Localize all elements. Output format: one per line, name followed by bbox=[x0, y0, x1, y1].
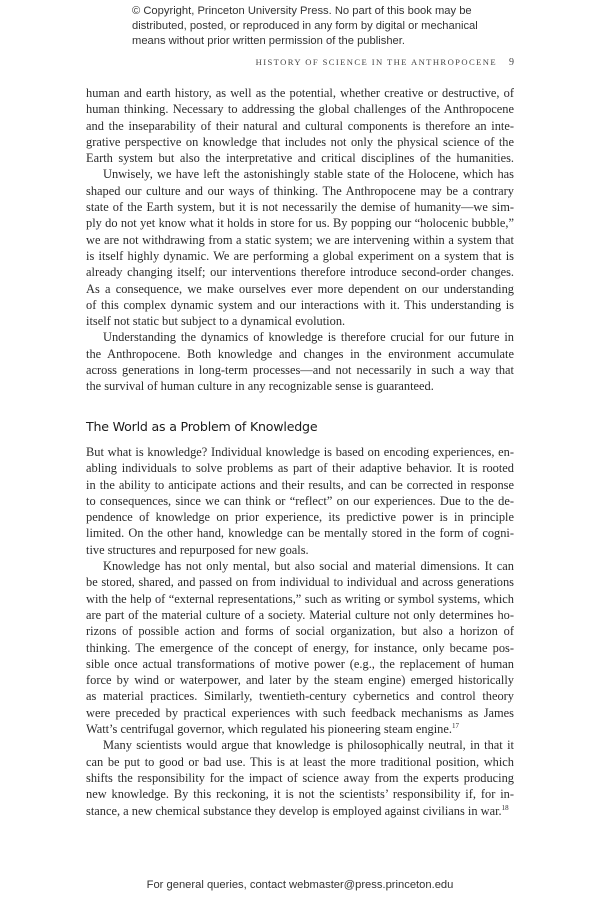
text-line: to consequences, since we can think or “reflect” on our experiences. Due to the de- bbox=[86, 493, 514, 508]
text-line: abling individuals to solve problems as part of their adaptive behavior. It is rooted bbox=[86, 461, 514, 476]
text-line: ply do not yet know what it holds in store for us. By popping our “holocenic bubble,” bbox=[86, 216, 514, 231]
text-line: shifts the responsibility for the impact of science away from the experts producing bbox=[86, 770, 514, 785]
text-line: the Anthropocene. Both knowledge and changes in the environment accumulate bbox=[86, 346, 514, 361]
text-line: human and earth history, as well as the potential, whether creative or destructive, of bbox=[86, 86, 514, 100]
paragraph-5 bbox=[86, 558, 514, 737]
text-line: human thinking. Necessary to addressing the global challenges of the Anthropocene bbox=[86, 102, 514, 117]
text-line-content: stance, a new chemical substance they develop is employed against civilians in war. bbox=[86, 803, 502, 818]
copyright-line: distributed, posted, or reproduced in any form by digital or mechanical bbox=[132, 20, 478, 32]
text-line: grative perspective on knowledge that includes not only the physical science of the bbox=[86, 134, 514, 149]
copyright-line: means without prior written permission of the publisher. bbox=[132, 35, 405, 47]
text-line: pendence of knowledge on prior experience, its predictive power is in principle bbox=[86, 510, 514, 525]
paragraph-6 bbox=[86, 737, 514, 818]
text-line: and the inseparability of their natural and cultural components is therefore an inte- bbox=[86, 118, 514, 133]
text-line: across generations in long-term processes—and not necessarily in such a way that bbox=[86, 363, 514, 378]
text-line: Earth system but also the interpretative and critical disciplines of the humanities. bbox=[86, 151, 514, 166]
text-line: we are not withdrawing from a static system; we are intervening within a system that bbox=[86, 232, 514, 247]
text-line bbox=[86, 803, 514, 819]
text-line: already changing itself; our interventions therefore introduce second-order changes. bbox=[86, 265, 514, 280]
text-line: As a consequence, we make ourselves ever more dependent on our understanding bbox=[86, 281, 514, 296]
paragraph-2 bbox=[86, 166, 514, 329]
text-line: thinking. The emergence of the concept of energy, for instance, only became pos- bbox=[86, 640, 514, 655]
text-line: be stored, shared, and passed on from individual to individual and across generations bbox=[86, 575, 514, 590]
text-line: can be put to good or bad use. This is at least the more traditional position, which bbox=[86, 754, 514, 769]
text-line: in the ability to anticipate actions and their results, and can be corrected in response bbox=[86, 477, 514, 492]
text-line: new knowledge. By this reckoning, it is not the scientists’ responsibility if, for in- bbox=[86, 787, 514, 802]
text-line: sible once actual transformations of motive power (e.g., the replacement of human bbox=[86, 656, 514, 671]
paragraph-4 bbox=[86, 444, 514, 558]
footer-contact: For general queries, contact webmaster@press.princeton.edu bbox=[146, 879, 454, 891]
text-line: with the help of “external representations,” such as writing or symbol systems, which bbox=[86, 591, 514, 606]
page-number: 9 bbox=[509, 57, 514, 68]
text-line: limited. On the other hand, knowledge can be mentally stored in the form of cogni- bbox=[86, 526, 514, 541]
text-line bbox=[86, 721, 514, 737]
text-line: as material practices. Similarly, twentieth-century cybernetics and control theory bbox=[86, 689, 514, 704]
text-line: force by wind or waterpower, and later by the steam engine) emerged historically bbox=[86, 673, 514, 688]
text-line: tive structures and repurposed for new goals. bbox=[86, 542, 309, 557]
footnote-ref-18[interactable]: 18 bbox=[501, 803, 509, 812]
text-line: Many scientists would argue that knowledge is philosophically neutral, in that it bbox=[103, 738, 514, 753]
text-line-content: Watt’s centrifugal governor, which regulated his pioneering steam engine. bbox=[86, 722, 452, 737]
text-line: were preceded by practical experiences with such feedback mechanisms as James bbox=[86, 705, 514, 720]
text-line: the survival of human culture in any recognizable sense is guaranteed. bbox=[86, 379, 434, 394]
text-line: are part of the material culture of a society. Material culture not only determines ho- bbox=[86, 607, 514, 622]
running-head bbox=[86, 57, 514, 68]
running-head-title: HISTORY OF SCIENCE IN THE ANTHROPOCENE bbox=[255, 57, 497, 67]
section-heading: The World as a Problem of Knowledge bbox=[86, 419, 318, 434]
copyright-line: © Copyright, Princeton University Press. No part of this book may be bbox=[132, 5, 472, 17]
section-1-text bbox=[86, 85, 514, 395]
text-line: shaped our culture and our ways of thinking. The Anthropocene may be a contrary bbox=[86, 183, 514, 198]
text-line: Understanding the dynamics of knowledge is therefore crucial for our future in bbox=[103, 330, 514, 345]
paragraph-1 bbox=[86, 85, 514, 166]
text-line: But what is knowledge? Individual knowledge is based on encoding experiences, en- bbox=[86, 445, 514, 459]
paragraph-3 bbox=[86, 329, 514, 394]
copyright-notice bbox=[132, 4, 492, 49]
text-line: Unwisely, we have left the astonishingly stable state of the Holocene, which has bbox=[103, 167, 514, 182]
text-line: is itself highly dynamic. We are performing a global experiment on a system that is bbox=[86, 248, 514, 263]
footnote-ref-17[interactable]: 17 bbox=[451, 722, 459, 731]
text-line: state of the Earth system, but it is not necessarily the demise of humanity—we sim- bbox=[86, 200, 514, 215]
text-line: Knowledge has not only mental, but also social and material dimensions. It can bbox=[103, 559, 514, 574]
text-line: itself not static but subject to a dynamical evolution. bbox=[86, 314, 346, 329]
text-line: of this complex dynamic system and our interactions with it. This understanding is bbox=[86, 297, 514, 312]
text-line: rizons of possible action and forms of social organization, but also a horizon of bbox=[86, 624, 514, 639]
section-2-text bbox=[86, 444, 514, 819]
